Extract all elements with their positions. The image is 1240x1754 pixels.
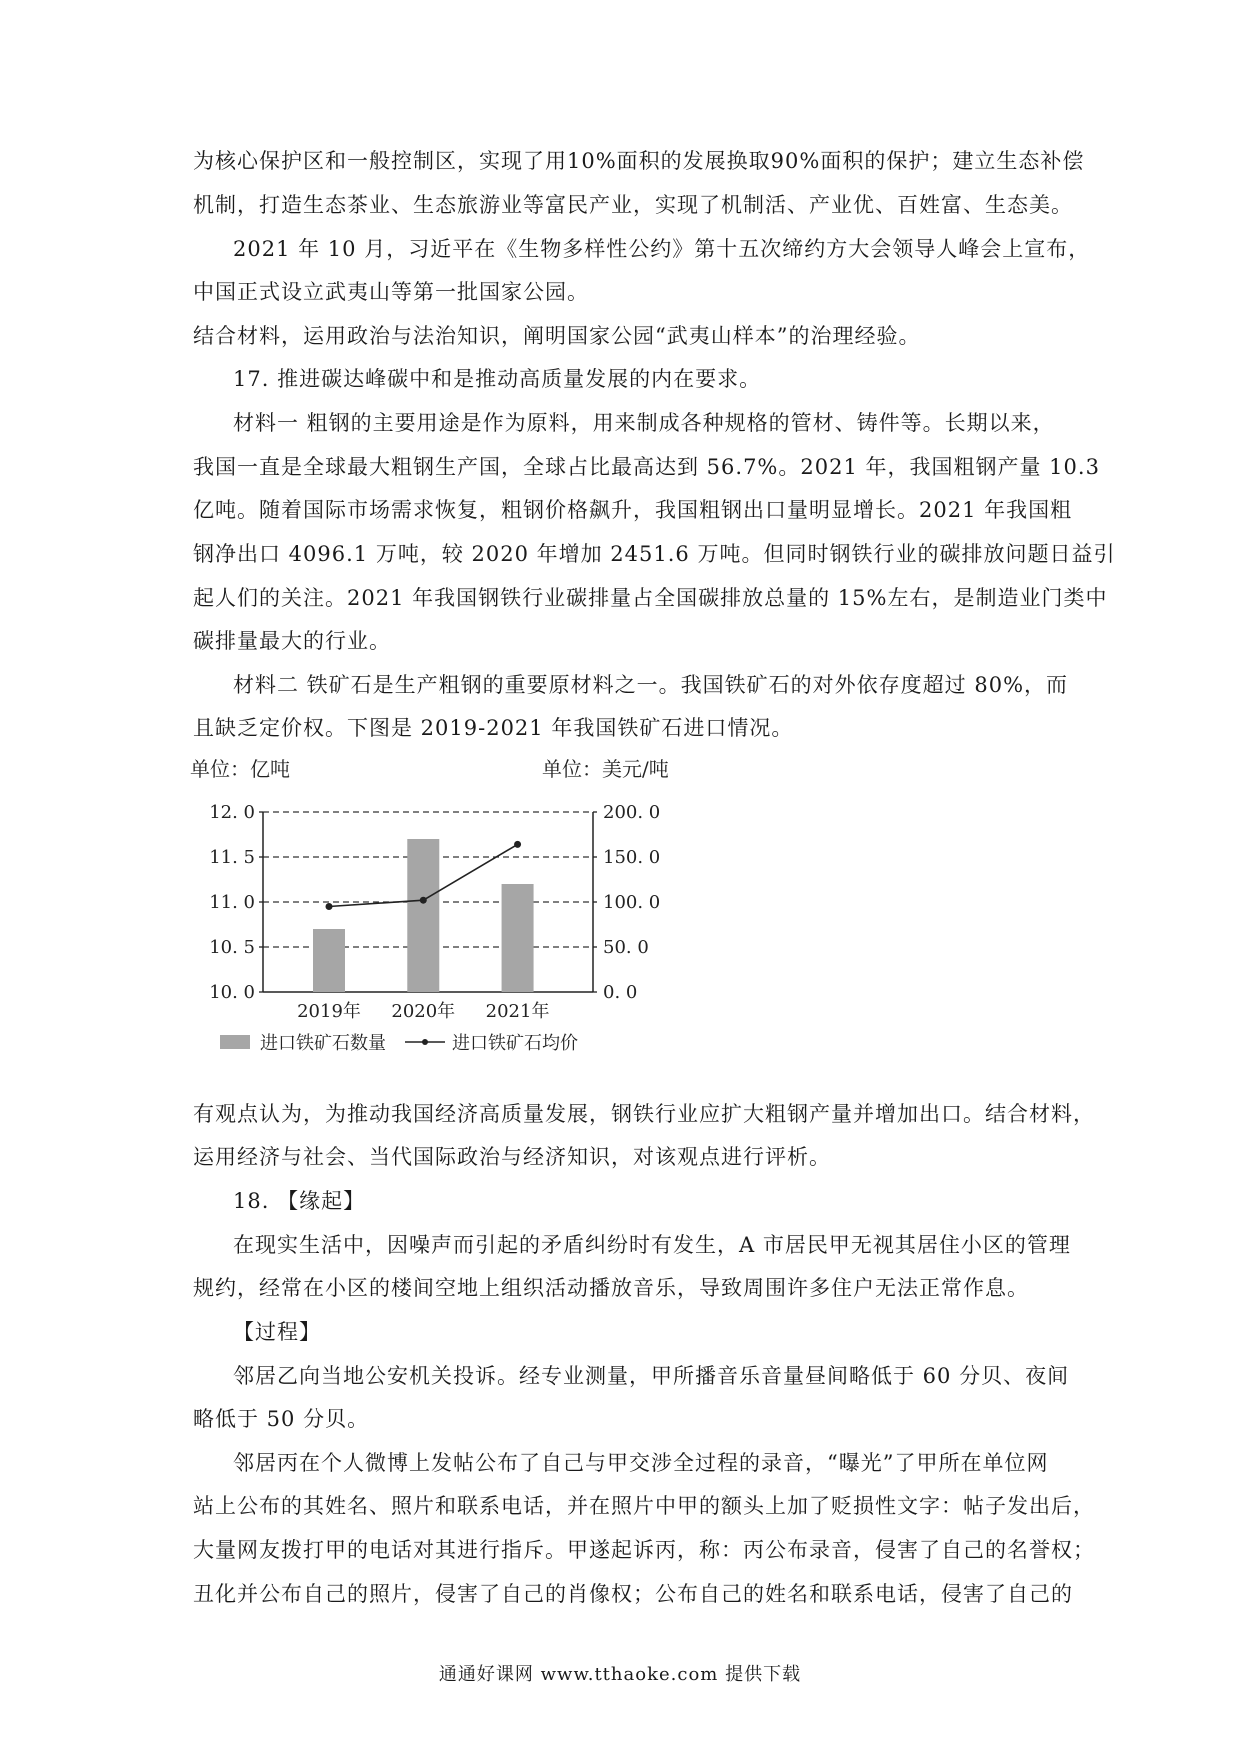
text-line: 丑化并公布自己的照片，侵害了自己的肖像权；公布自己的姓名和联系电话，侵害了自己的 <box>193 1582 1073 1606</box>
x-tick-label: 2020年 <box>391 1001 456 1022</box>
text-line: 有观点认为，为推动我国经济高质量发展，钢铁行业应扩大粗钢产量并增加出口。结合材料， <box>193 1102 1095 1126</box>
bar <box>313 929 345 992</box>
left-tick-label: 11. 5 <box>209 847 255 868</box>
left-tick-label: 10. 0 <box>209 982 255 1003</box>
line-point <box>326 903 333 910</box>
text-line: 邻居乙向当地公安机关投诉。经专业测量，甲所播音乐音量昼间略低于 60 分贝、夜间 <box>233 1364 1070 1388</box>
text-line: 大量网友拨打甲的电话对其进行指斥。甲遂起诉丙，称：丙公布录音，侵害了自己的名誉权； <box>193 1538 1095 1562</box>
text-line: 钢净出口 4096.1 万吨，较 2020 年增加 2451.6 万吨。但同时钢铁行业的碳排放问题日益引 <box>193 542 1116 566</box>
legend-line-marker <box>422 1039 428 1045</box>
page-footer: 通通好课网 www.tthaoke.com 提供下载 <box>438 1664 802 1685</box>
left-tick-label: 11. 0 <box>209 892 255 913</box>
legend-bar-swatch <box>220 1035 250 1049</box>
question-18-heading: 18. 【缘起】 <box>233 1189 366 1213</box>
right-tick-label: 200. 0 <box>603 802 661 823</box>
bar <box>407 839 439 992</box>
question-16-prompt: 结合材料，运用政治与法治知识，阐明国家公园“武夷山样本”的治理经验。 <box>193 324 921 348</box>
text-line: 运用经济与社会、当代国际政治与经济知识，对该观点进行评析。 <box>193 1145 831 1169</box>
text-line: 在现实生活中，因噪声而引起的矛盾纠纷时有发生，A 市居民甲无视其居住小区的管理 <box>233 1233 1071 1257</box>
right-tick-label: 0. 0 <box>603 982 638 1003</box>
text-line: 略低于 50 分贝。 <box>193 1407 370 1431</box>
right-tick-label: 150. 0 <box>603 847 661 868</box>
text-line: 碳排量最大的行业。 <box>193 629 391 653</box>
text-line: 中国正式设立武夷山等第一批国家公园。 <box>193 280 589 304</box>
left-axis-unit: 单位：亿吨 <box>190 757 290 781</box>
x-tick-label: 2021年 <box>485 1001 550 1022</box>
text-line: 规约，经常在小区的楼间空地上组织活动播放音乐，导致周围许多住户无法正常作息。 <box>193 1276 1029 1300</box>
question-17-heading: 17. 推进碳达峰碳中和是推动高质量发展的内在要求。 <box>233 367 762 391</box>
section-heading-process: 【过程】 <box>233 1320 321 1344</box>
text-line: 起人们的关注。2021 年我国钢铁行业碳排量占全国碳排放总量的 15%左右，是制造业门类中 <box>193 586 1108 610</box>
right-tick-label: 100. 0 <box>603 892 661 913</box>
iron-ore-import-chart <box>190 752 690 1062</box>
text-line: 亿吨。随着国际市场需求恢复，粗钢价格飙升，我国粗钢出口量明显增长。2021 年我国粗 <box>193 498 1073 522</box>
text-line: 邻居丙在个人微博上发帖公布了自己与甲交涉全过程的录音，“曝光”了甲所在单位网 <box>233 1451 1049 1475</box>
left-tick-label: 10. 5 <box>209 937 255 958</box>
bar <box>502 884 534 992</box>
text-line: 站上公布的其姓名、照片和联系电话，并在照片中甲的额头上加了贬损性文字：帖子发出后， <box>193 1494 1095 1518</box>
text-line: 2021 年 10 月，习近平在《生物多样性公约》第十五次缔约方大会领导人峰会上宣布， <box>233 237 1091 261</box>
text-line: 材料二 铁矿石是生产粗钢的重要原材料之一。我国铁矿石的对外依存度超过 80%，而 <box>233 673 1069 697</box>
right-tick-label: 50. 0 <box>603 937 649 958</box>
legend-bar-label: 进口铁矿石数量 <box>260 1033 386 1054</box>
text-line: 且缺乏定价权。下图是 2019-2021 年我国铁矿石进口情况。 <box>193 716 794 740</box>
left-tick-label: 12. 0 <box>209 802 255 823</box>
legend-line-label: 进口铁矿石均价 <box>452 1033 578 1054</box>
line-point <box>420 897 427 904</box>
line-point <box>514 841 521 848</box>
text-line: 为核心保护区和一般控制区，实现了用10%面积的发展换取90%面积的保护；建立生态补偿 <box>193 149 1085 173</box>
text-line: 机制，打造生态茶业、生态旅游业等富民产业，实现了机制活、产业优、百姓富、生态美。 <box>193 193 1073 217</box>
text-line: 我国一直是全球最大粗钢生产国，全球占比最高达到 56.7%。2021 年，我国粗钢产量 10.3 <box>193 455 1100 479</box>
x-tick-label: 2019年 <box>297 1001 361 1022</box>
text-line: 材料一 粗钢的主要用途是作为原料，用来制成各种规格的管材、铸件等。长期以来， <box>233 411 1055 435</box>
right-axis-unit: 单位：美元/吨 <box>542 757 669 781</box>
